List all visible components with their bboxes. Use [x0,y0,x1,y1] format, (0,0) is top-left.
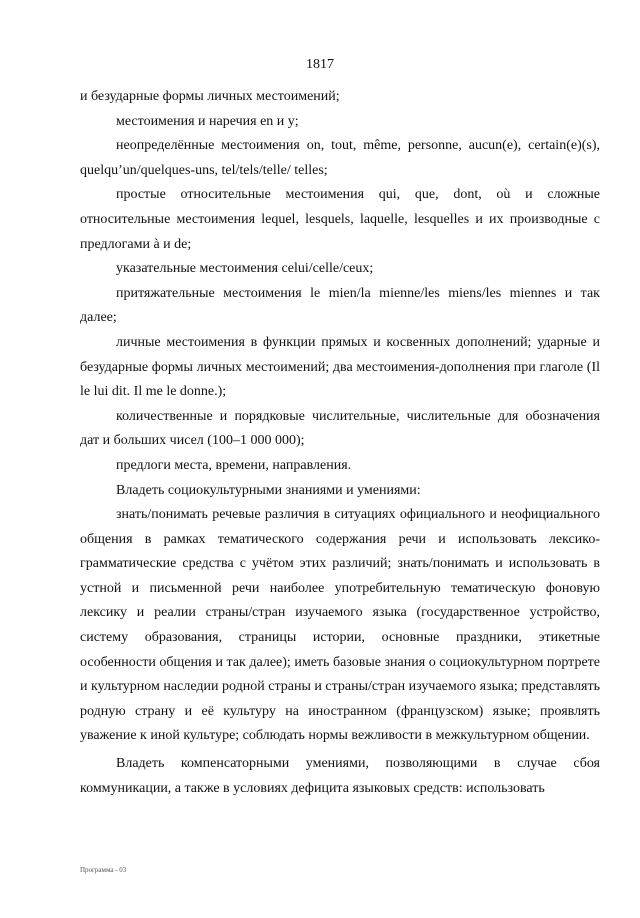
paragraph-9: Владеть социокультурными знаниями и умениями: [116,482,421,498]
body-text [80,85,600,801]
page-number: 1817 [306,57,334,72]
paragraph-1: местоимения и наречия en и y; [116,113,299,129]
paragraph-8: предлоги места, времени, направления. [116,457,352,473]
paragraph-3: простые относительные местоимения qui, que, dont, où и сложные относительные местоимения lequel, lesquels, laquelle, lesquelles и их производные с предлогами à и de; [80,187,600,252]
paragraph-7: количественные и порядковые числительные, числительные для обозначения дат и больших чисел (100–1 000 000); [80,408,600,449]
footer-label: Программа - 03 [80,866,127,874]
paragraph-0: и безударные формы личных местоимений; [80,89,340,104]
paragraph-2: неопределённые местоимения on, tout, même, personne, aucun(e), certain(e)(s), quelqu’un/quelques-uns, tel/tels/telle/ telles; [80,138,600,178]
paragraph-11: Владеть компенсаторными умениями, позволяющими в случае сбоя коммуникации, а также в условиях дефицита языковых средств: использовать [80,756,600,796]
paragraph-5: притяжательные местоимения le mien/la mienne/les miens/les miennes и так далее; [80,285,600,326]
paragraph-6: личные местоимения в функции прямых и косвенных дополнений; ударные и безударные формы личных местоимений; два местоимения-дополнения при глаголе (Il le lui dit. Il me le donne.); [80,334,600,400]
paragraph-10: знать/понимать речевые различия в ситуациях официального и неофициального общения в рамках тематического содержания речи и использовать лексико-грамматические средства с учётом этих различий; знать/понимать и использовать в устной и письменной речи наиболее употребительную тематическую фоновую лексику и реалии страны/стран изучаемого языка (государственное устройство, систему образования, страницы истории, основные праздники, этикетные особенности общения и так далее); иметь базовые знания о социокультурном портрете и культурном наследии родной страны и страны/стран изучаемого языка; представлять родную страну и её культуру на иностранном (французском) языке; проявлять уважение к иной культуре; соблюдать нормы вежливости в межкультурном общении. [80,507,600,744]
paragraph-4: указательные местоимения celui/celle/ceux; [116,261,374,277]
